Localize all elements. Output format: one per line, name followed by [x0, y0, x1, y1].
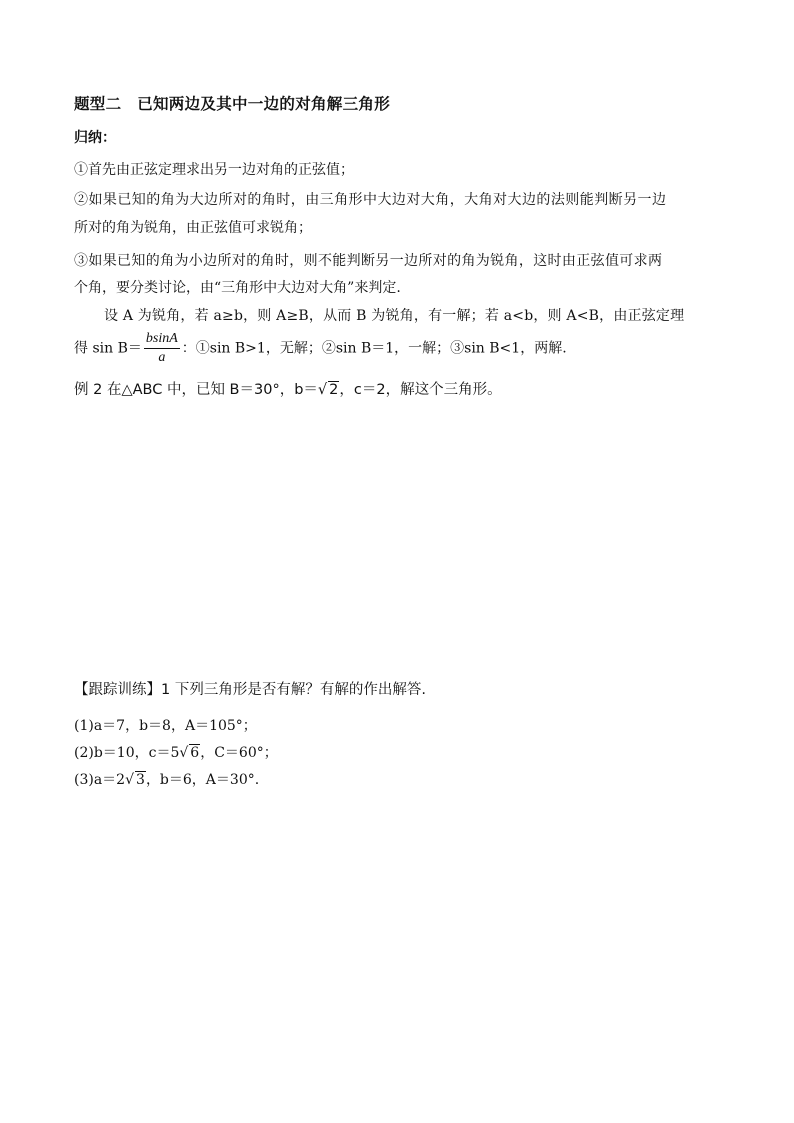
sqrt-radicand: 2 [329, 382, 339, 398]
point-1: ①首先由正弦定理求出另一边对角的正弦值； [74, 162, 354, 178]
sine-fraction [144, 330, 180, 367]
item-2-suffix: ，C＝60°； [200, 745, 278, 761]
point-3-line-1: ③如果已知的角为小边所对的角时，则不能判断另一边所对的角为锐角，这时由正弦值可求两 [74, 253, 663, 269]
drill-item-3 [74, 770, 724, 790]
item-2-prefix: (2)b＝10，c＝5 [74, 745, 180, 761]
summary-label: 归纳： [74, 130, 116, 146]
drill-item-2 [74, 743, 724, 763]
sqrt-symbol: √ [317, 382, 328, 398]
drill-item-1: (1)a＝7，b＝8，A＝105°； [74, 718, 257, 734]
item-3-suffix: ，b＝6，A＝30°. [145, 772, 260, 788]
example-2-suffix: ，c＝2，解这个三角形。 [339, 382, 502, 398]
sqrt-radicand: 3 [136, 772, 145, 788]
point-2-line-1: ②如果已知的角为大边所对的角时，由三角形中大边对大角，大角对大边的法则能判断另一边 [74, 192, 667, 208]
sqrt-symbol: √ [125, 772, 135, 788]
discussion-line-2 [74, 330, 724, 374]
fraction-denominator: a [158, 350, 166, 365]
point-2-line-2: 所对的角为锐角，由正弦值可求锐角； [74, 220, 312, 236]
section-title: 题型二 已知两边及其中一边的对角解三角形 [74, 95, 391, 113]
discussion-prefix: 得 sin B＝ [74, 340, 142, 357]
example-2-prefix: 例 2 在△ABC 中，已知 B＝30°，b＝ [74, 382, 318, 398]
sqrt-radicand: 6 [190, 745, 200, 761]
drill-title: 【跟踪训练】1 下列三角形是否有解？有解的作出解答. [74, 682, 426, 698]
fraction-numerator: bsinA [144, 330, 180, 349]
example-2 [74, 380, 724, 400]
discussion-line-1: 设 A 为锐角，若 a≥b，则 A≥B，从而 B 为锐角，有一解；若 a<b，则 A<B，由正弦定理 [104, 308, 685, 324]
discussion-suffix: ：①sin B>1，无解；②sin B＝1，一解；③sin B<1，两解. [181, 340, 567, 357]
sqrt-symbol: √ [179, 745, 189, 761]
item-3-prefix: (3)a＝2 [74, 772, 126, 788]
point-3-line-2: 个角，要分类讨论，由“三角形中大边对大角”来判定. [74, 280, 401, 296]
